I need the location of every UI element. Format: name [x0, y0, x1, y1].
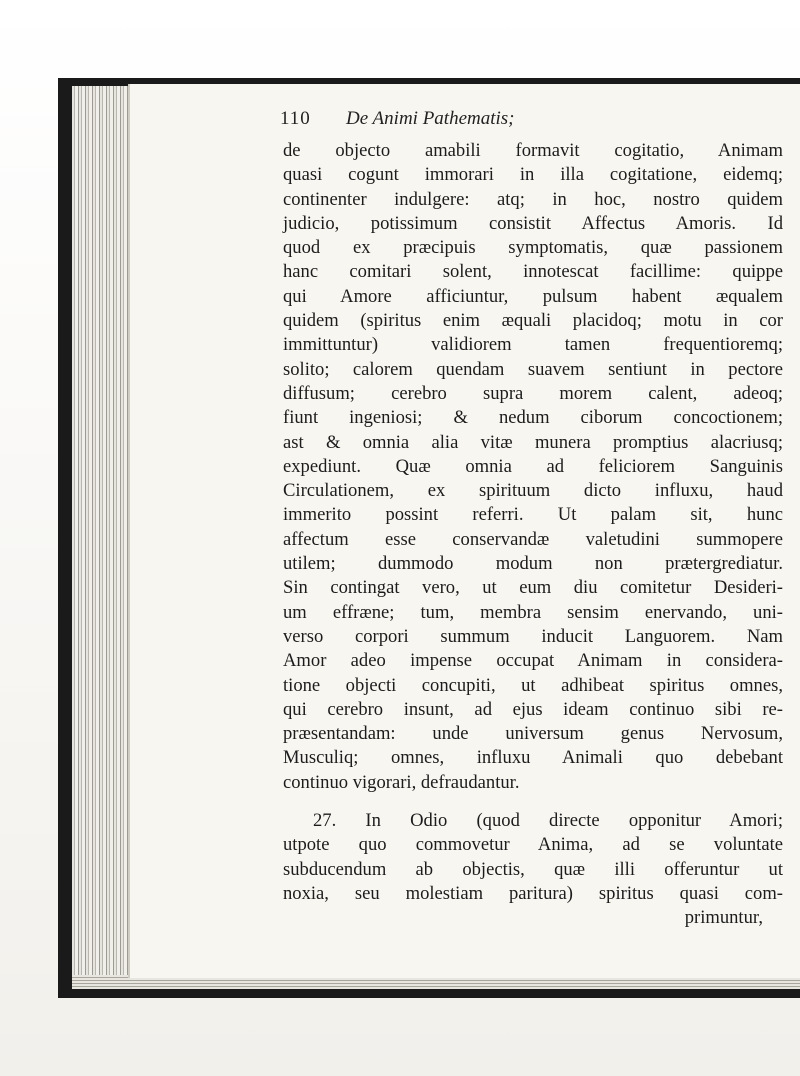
text-line: tione objecti concupiti, ut adhibeat spiritus omnes, — [283, 674, 783, 696]
text-line: ast & omnia alia vitæ munera promptius alacriusq; — [283, 431, 783, 453]
text-line: verso corpori summum inducit Languorem. Nam — [283, 625, 783, 647]
text-line: expediunt. Quæ omnia ad feliciorem Sanguinis — [283, 455, 783, 477]
text-line: Amor adeo impense occupat Animam in considera- — [283, 650, 783, 672]
text-line: solito; calorem quendam suavem sentiunt in pectore — [283, 358, 783, 380]
text-line: diffusum; cerebro supra morem calent, adeoq; — [283, 382, 783, 404]
text-line: um effræne; tum, membra sensim enervando, uni- — [283, 601, 783, 623]
catchword: primuntur, — [684, 907, 763, 929]
text-line: quasi cogunt immorari in illa cogitatione, eidemq; — [283, 164, 783, 186]
text-line: utpote quo commovetur Anima, ad se voluntate — [283, 834, 783, 856]
text-line: immittuntur) validiorem tamen frequentioremq; — [283, 334, 783, 356]
text-line: continenter indulgere: atq; in hoc, nostro quidem — [283, 188, 783, 210]
text-line: noxia, seu molestiam paritura) spiritus quasi com- — [283, 882, 783, 904]
text-line: utilem; dummodo modum non prætergrediatur. — [283, 553, 783, 575]
text-line: 27. In Odio (quod directe opponitur Amori; — [313, 810, 783, 832]
book-page — [128, 84, 800, 978]
paragraph-gap — [283, 795, 783, 809]
text-line: Musculiq; omnes, influxu Animali quo debebant — [283, 747, 783, 769]
text-line: de objecto amabili formavit cogitatio, Animam — [283, 140, 783, 161]
text-line: Circulationem, ex spirituum dicto influxu, haud — [283, 480, 783, 502]
page-stack-left — [72, 86, 132, 984]
paragraph-amor — [283, 139, 783, 795]
text-line: præsentandam: unde universum genus Nervosum, — [283, 723, 783, 745]
text-line: immerito possint referri. Ut palam sit, hunc — [283, 504, 783, 526]
text-line: Sin contingat vero, ut eum diu comitetur Desideri- — [283, 577, 783, 599]
paragraph-odium — [283, 809, 783, 906]
text-line: judicio, potissimum consistit Affectus Amoris. Id — [283, 212, 783, 234]
page-number: 110 — [280, 108, 311, 129]
text-line: qui cerebro insunt, ad ejus ideam continuo sibi re- — [283, 698, 783, 720]
text-line: qui Amore afficiuntur, pulsum habent æqualem — [283, 285, 783, 307]
page-header — [280, 108, 680, 136]
running-title: De Animi Pathematis; — [346, 108, 515, 129]
text-line: affectum esse conservandæ valetudini summopere — [283, 528, 783, 550]
text-line: quidem (spiritus enim æquali placidoq; motu in cor — [283, 310, 783, 332]
page-content — [130, 84, 800, 978]
text-line: hanc comitari solent, innotescat facillime: quippe — [283, 261, 783, 283]
text-line: subducendum ab objectis, quæ illi offeruntur ut — [283, 858, 783, 880]
body-text — [283, 139, 783, 931]
text-line: quod ex præcipuis symptomatis, quæ passionem — [283, 237, 783, 259]
text-line: continuo vigorari, defraudantur. — [283, 771, 520, 793]
text-line: fiunt ingeniosi; & nedum ciborum concoctionem; — [283, 407, 783, 429]
